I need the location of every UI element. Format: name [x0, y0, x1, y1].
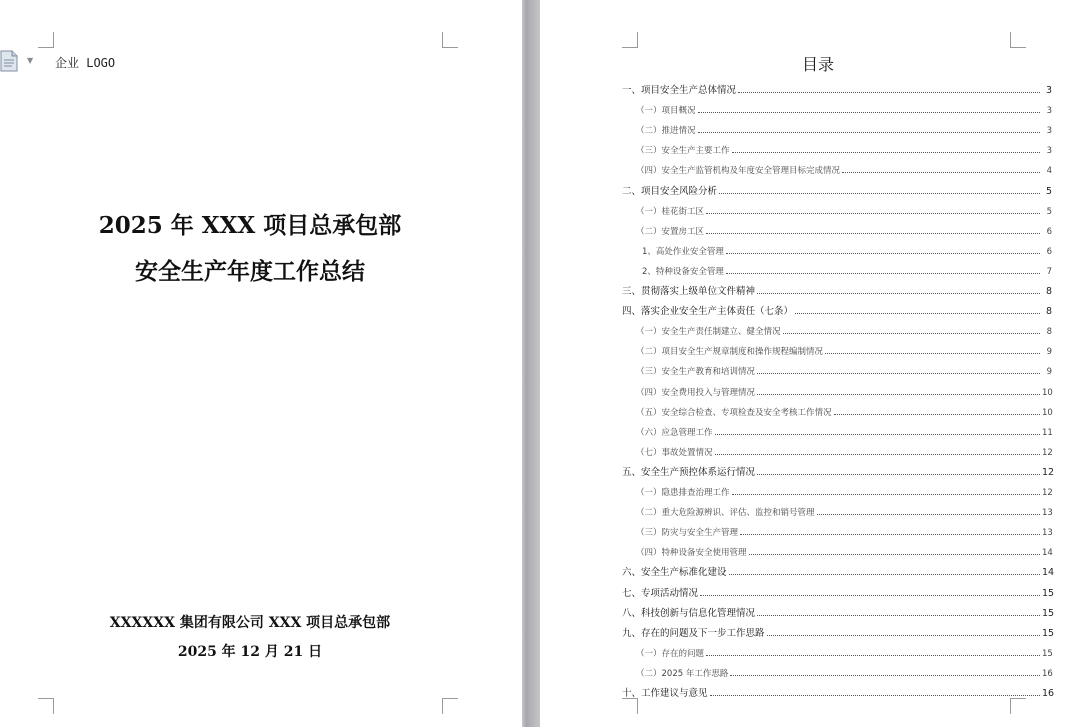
toc-entry[interactable]	[622, 257, 1052, 277]
crop-mark-bottom-left	[38, 698, 54, 714]
toc-entry-text: （七）事故处置情况	[636, 447, 713, 458]
toc-entry-text: （二）安置房工区	[636, 226, 705, 237]
toc-page-number: 3	[1045, 85, 1052, 96]
cover-page	[0, 0, 522, 727]
toc-entry[interactable]	[622, 418, 1052, 438]
toc-page-number: 5	[1045, 185, 1052, 197]
cover-title-line-1: 2025 年 XXX 项目总承包部	[98, 212, 402, 239]
toc-dot-leader	[715, 434, 1040, 435]
crop-mark-top-right	[1010, 32, 1026, 48]
crop-mark-bottom-right	[1010, 698, 1026, 714]
toc-dot-leader	[729, 574, 1040, 575]
toc-entry-text: （三）安全生产主要工作	[636, 146, 730, 157]
toc-entry-text: （二）2025 年工作思路	[636, 668, 729, 679]
toc-entry-text: 六、安全生产标准化建设	[622, 567, 727, 579]
crop-mark-top-left	[38, 32, 54, 48]
toc-entry-text: 八、科技创新与信息化管理情况	[622, 607, 756, 619]
toc-page-number: 8	[1045, 306, 1052, 318]
toc-entry[interactable]	[622, 136, 1052, 156]
toc-entry[interactable]	[622, 619, 1055, 639]
toc-entry[interactable]	[622, 558, 1055, 579]
toc-entry-text: （一）桂花街工区	[636, 206, 705, 217]
toc-dot-leader	[706, 213, 1040, 214]
toc-entry-text: 二、项目安全风险分析	[622, 185, 718, 197]
toc-dot-leader	[757, 373, 1040, 374]
toc-page-number: 5	[1046, 206, 1052, 217]
toc-dot-leader	[834, 414, 1040, 415]
toc-dot-leader	[700, 595, 1040, 596]
toc-entry-text: 四、落实企业安全生产主体责任（七条）	[622, 306, 794, 318]
toc-entry[interactable]	[622, 458, 1055, 478]
toc-dot-leader	[825, 353, 1040, 354]
toc-page-number: 9	[1046, 347, 1052, 358]
toc-entry[interactable]	[622, 237, 1052, 257]
company-logo-placeholder: 企业 LOGO	[55, 56, 116, 70]
document-icon[interactable]	[0, 50, 18, 72]
toc-entry[interactable]	[622, 217, 1052, 237]
toc-dot-leader	[710, 695, 1040, 696]
toc-page-number: 12	[1042, 447, 1053, 458]
toc-entry[interactable]	[622, 197, 1052, 217]
toc-entry-text: （二）重大危险源辨识、评估、监控和销号管理	[636, 508, 815, 519]
toc-entry[interactable]	[622, 398, 1052, 418]
toc-entry[interactable]	[622, 378, 1052, 398]
toc-dot-leader	[732, 152, 1040, 153]
toc-page-number: 12	[1042, 488, 1053, 498]
toc-page-number: 12	[1042, 466, 1055, 478]
toc-entry[interactable]	[622, 297, 1052, 317]
toc-dot-leader	[757, 394, 1040, 395]
toc-entry-text: （四）安全费用投入与管理情况	[636, 387, 756, 398]
toc-dot-leader	[706, 655, 1040, 656]
toc-page-number: 9	[1046, 367, 1052, 378]
toc-page-number: 3	[1046, 126, 1052, 137]
crop-mark-bottom-left	[622, 698, 638, 714]
toc-entry[interactable]	[622, 538, 1052, 558]
toc-entry[interactable]	[622, 639, 1052, 659]
toc-page-number: 15	[1042, 648, 1053, 659]
toc-page-number: 6	[1046, 246, 1052, 257]
toc-dot-leader	[740, 534, 1040, 535]
toc-dot-leader	[757, 615, 1040, 616]
toc-entry[interactable]	[622, 116, 1052, 136]
toc-dot-leader	[726, 253, 1040, 254]
toc-entry[interactable]	[622, 518, 1052, 538]
toc-entry-text: 七、专项活动情况	[622, 587, 699, 599]
toc-page-number: 14	[1042, 567, 1055, 579]
toc-entry-text: （四）特种设备安全使用管理	[636, 548, 747, 559]
toc-dot-leader	[842, 172, 1040, 173]
page-gutter	[522, 0, 540, 727]
toc-entry-text: （三）防灾与安全生产管理	[636, 528, 739, 539]
toc-entry-text: 三、贯彻落实上级单位文件精神	[622, 286, 756, 297]
toc-dot-leader	[726, 273, 1040, 274]
toc-entry-text: （五）安全综合检查、专项检查及安全考核工作情况	[636, 407, 832, 418]
toc-dot-leader	[732, 494, 1040, 495]
toc-dot-leader	[757, 293, 1040, 294]
toc-dot-leader	[706, 233, 1040, 234]
toc-dot-leader	[698, 112, 1040, 113]
toc-entry[interactable]	[622, 177, 1052, 197]
toc-page-number: 13	[1042, 508, 1053, 519]
toc-dot-leader	[757, 474, 1040, 475]
toc-dot-leader	[698, 132, 1040, 133]
toc-page	[540, 0, 1080, 727]
toc-entry-text: 2、特种设备安全管理	[642, 266, 724, 277]
toc-entry-text: （六）应急管理工作	[636, 427, 713, 438]
toc-page-number: 15	[1042, 627, 1055, 639]
toc-entry[interactable]	[622, 76, 1052, 96]
toc-page-number: 8	[1045, 286, 1052, 297]
crop-mark-top-left	[622, 32, 638, 48]
toc-dot-leader	[767, 635, 1040, 636]
toc-page-number: 11	[1042, 427, 1053, 438]
toc-entry[interactable]	[622, 357, 1052, 377]
toc-page-number: 15	[1042, 607, 1055, 619]
toc-entry-text: （一）存在的问题	[636, 648, 705, 659]
toc-dot-leader	[719, 193, 1040, 194]
toc-entry[interactable]	[622, 317, 1052, 337]
cover-title-line-2: 安全生产年度工作总结	[135, 258, 365, 285]
toc-page-number: 4	[1046, 166, 1052, 177]
cover-company-name: XXXXXX 集团有限公司 XXX 项目总承包部	[109, 615, 391, 631]
toc-page-number: 14	[1042, 548, 1053, 559]
toc-entry-text: 五、安全生产预控体系运行情况	[622, 466, 756, 478]
crop-mark-top-right	[442, 32, 458, 48]
toc-page-number: 3	[1046, 146, 1052, 157]
toc-entry[interactable]	[622, 478, 1052, 498]
toc-entry-text: 1、高处作业安全管理	[642, 246, 724, 257]
toc-page-number: 3	[1046, 106, 1052, 117]
toc-page-number: 7	[1046, 266, 1052, 277]
toc-entry-text: （三）安全生产教育和培训情况	[636, 367, 756, 378]
toc-dot-leader	[730, 675, 1040, 676]
toc-entry[interactable]	[622, 156, 1052, 176]
toc-entry[interactable]	[622, 438, 1052, 458]
crop-mark-bottom-right	[442, 698, 458, 714]
toc-page-number: 13	[1042, 528, 1053, 539]
toc-entry-text: （一）隐患排查治理工作	[636, 488, 730, 498]
dropdown-arrow-icon[interactable]: ▼	[27, 56, 34, 65]
toc-page-number: 10	[1042, 387, 1053, 398]
cover-date: 2025 年 12 月 21 日	[177, 644, 323, 660]
toc-entry[interactable]	[622, 337, 1052, 357]
toc-dot-leader	[738, 92, 1040, 93]
toc-entry-text: 一、项目安全生产总体情况	[622, 85, 737, 96]
toc-entry-text: （二）推进情况	[636, 126, 696, 137]
toc-page-number: 6	[1046, 226, 1052, 237]
toc-page-number: 8	[1046, 327, 1052, 338]
toc-title: 目录	[801, 55, 834, 74]
toc-entry[interactable]	[622, 498, 1052, 518]
toc-entry[interactable]	[622, 277, 1052, 297]
toc-dot-leader	[783, 333, 1040, 334]
toc-entry[interactable]	[622, 599, 1055, 619]
toc-entry-text: （一）安全生产责任制建立、健全情况	[636, 327, 781, 338]
toc-dot-leader	[715, 454, 1040, 455]
toc-page-number: 16	[1042, 668, 1053, 679]
toc-entry-text: （一）项目概况	[636, 106, 696, 117]
toc-page-number: 10	[1042, 407, 1053, 418]
toc-entry-text: （四）安全生产监管机构及年度安全管理目标完成情况	[636, 166, 841, 177]
toc-dot-leader	[795, 313, 1040, 314]
toc-entry[interactable]	[622, 679, 1055, 699]
toc-dot-leader	[749, 554, 1040, 555]
toc-entry-text: （二）项目安全生产规章制度和操作规程编制情况	[636, 347, 824, 358]
toc-dot-leader	[817, 514, 1040, 515]
toc-entry[interactable]	[622, 659, 1052, 679]
toc-entry-text: 十、工作建议与意见	[622, 688, 708, 699]
toc-page-number: 16	[1042, 688, 1055, 699]
toc-page-number: 15	[1042, 587, 1055, 599]
toc-entry[interactable]	[622, 579, 1055, 599]
toc-entry-text: 九、存在的问题及下一步工作思路	[622, 627, 765, 639]
toc-entry[interactable]	[622, 96, 1052, 116]
